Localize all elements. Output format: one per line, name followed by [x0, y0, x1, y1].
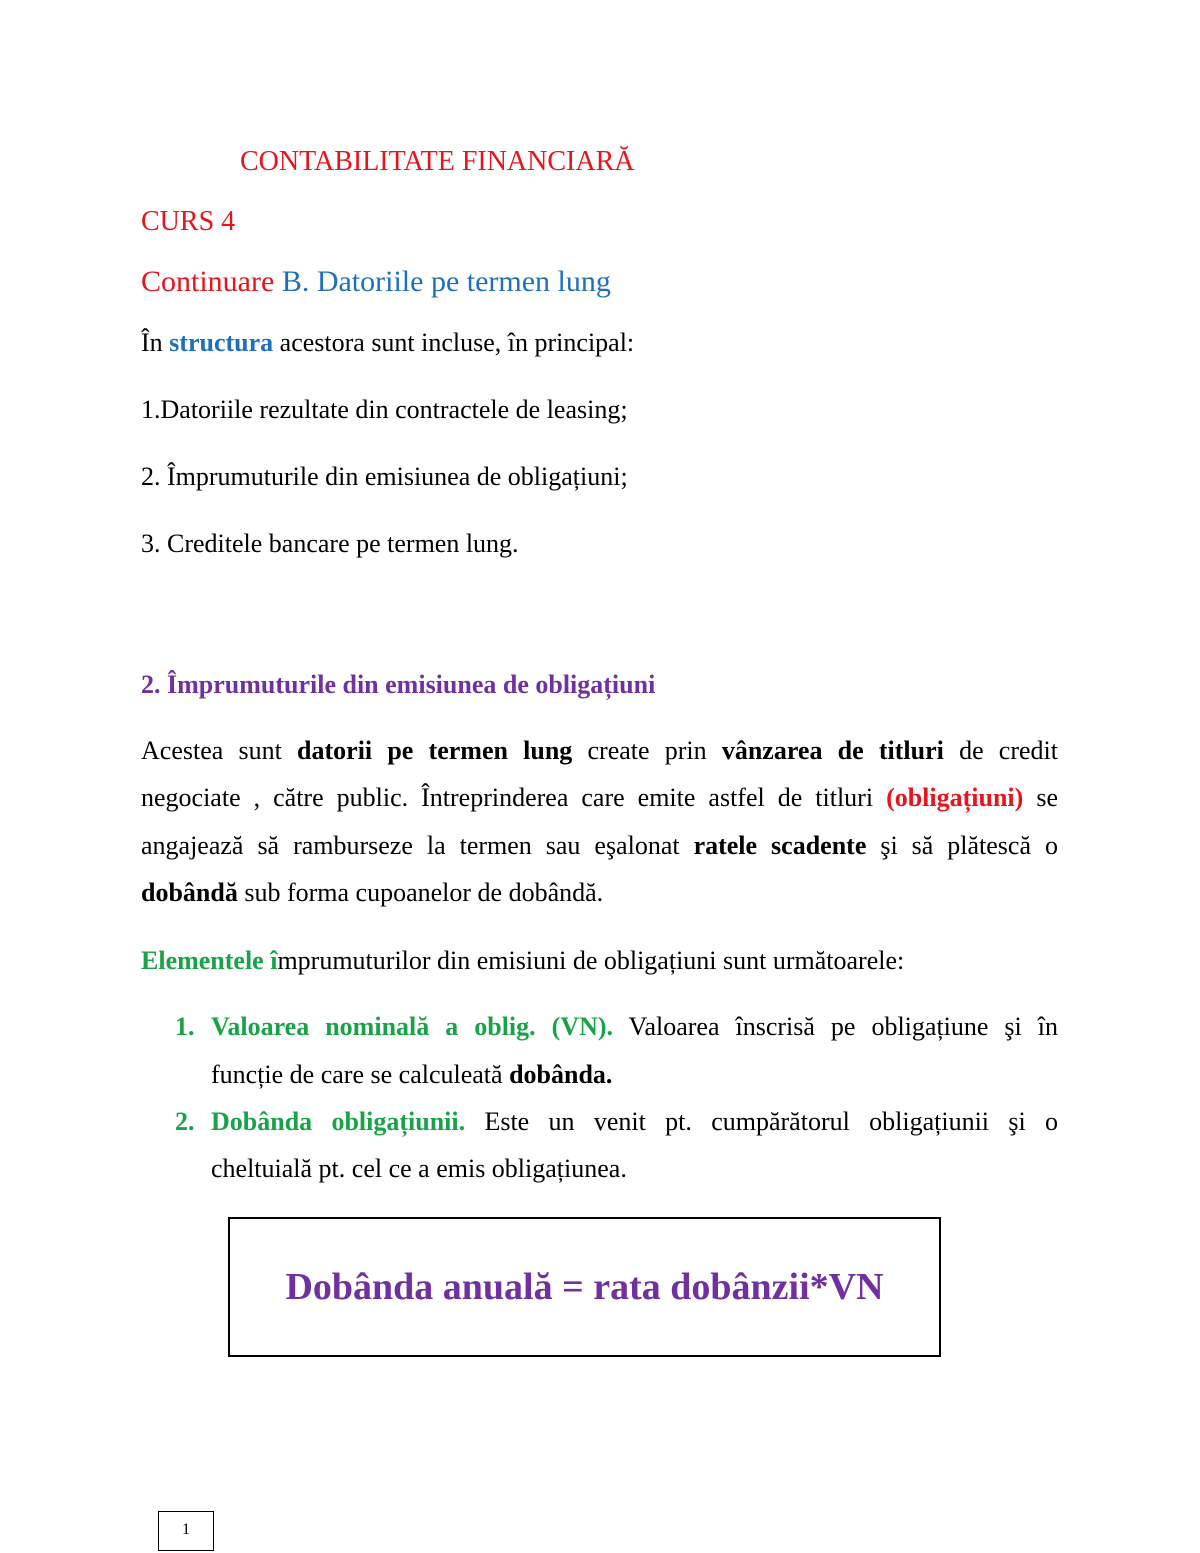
page-number: 1 — [158, 1511, 214, 1551]
heading-part1: B. — [281, 265, 317, 298]
section-heading — [141, 265, 611, 299]
item-line: Valoarea nominală a oblig. (VN). Valoarea înscrisă pe obligațiune şi în — [211, 1012, 1058, 1041]
intro-pre: În — [141, 328, 170, 357]
list-item: 2. Împrumuturile din emisiunea de obligațiuni; — [141, 462, 628, 491]
list-item: 1.Datoriile rezultate din contractele de leasing; — [141, 395, 628, 424]
heading-prefix: Continuare — [141, 265, 282, 298]
item-line: cheltuială pt. cel ce a emis obligațiunea. — [211, 1154, 627, 1183]
list-item: 3. Creditele bancare pe termen lung. — [141, 529, 519, 558]
document-title: CONTABILITATE FINANCIARĂ — [240, 146, 635, 177]
course-number: CURS 4 — [141, 206, 236, 237]
elements-intro: Elementele împrumuturilor din emisiuni de obligațiuni sunt următoarele: — [141, 946, 905, 975]
intro-highlight: structura — [169, 328, 274, 357]
item-line: funcție de care se calculeată dobânda. — [211, 1060, 613, 1089]
paragraph-line: Acestea sunt datorii pe termen lung create prin vânzarea de titluri de credit — [141, 736, 1058, 765]
paragraph-line: dobândă sub forma cupoanelor de dobândă. — [141, 878, 604, 907]
item-number: 2. — [175, 1107, 195, 1136]
item-number: 1. — [175, 1012, 195, 1041]
intro-line — [141, 326, 634, 360]
paragraph-line: negociate , către public. Întreprinderea care emite astfel de titluri (obligațiuni) se — [141, 783, 1058, 812]
subsection-title: 2. Împrumuturile din emisiunea de obligațiuni — [141, 670, 656, 699]
intro-post: acestora sunt incluse, în principal: — [273, 328, 635, 357]
paragraph-line: angajează să ramburseze la termen sau eşalonat ratele scadente şi să plătescă o — [141, 831, 1058, 860]
heading-part2: Datoriile pe termen lung — [316, 265, 611, 298]
item-line: Dobânda obligațiunii. Este un venit pt. cumpărătorul obligațiunii şi o — [211, 1107, 1059, 1136]
formula-text: Dobânda anuală = rata dobânzii*VN — [285, 1266, 884, 1308]
formula-box — [228, 1217, 941, 1357]
